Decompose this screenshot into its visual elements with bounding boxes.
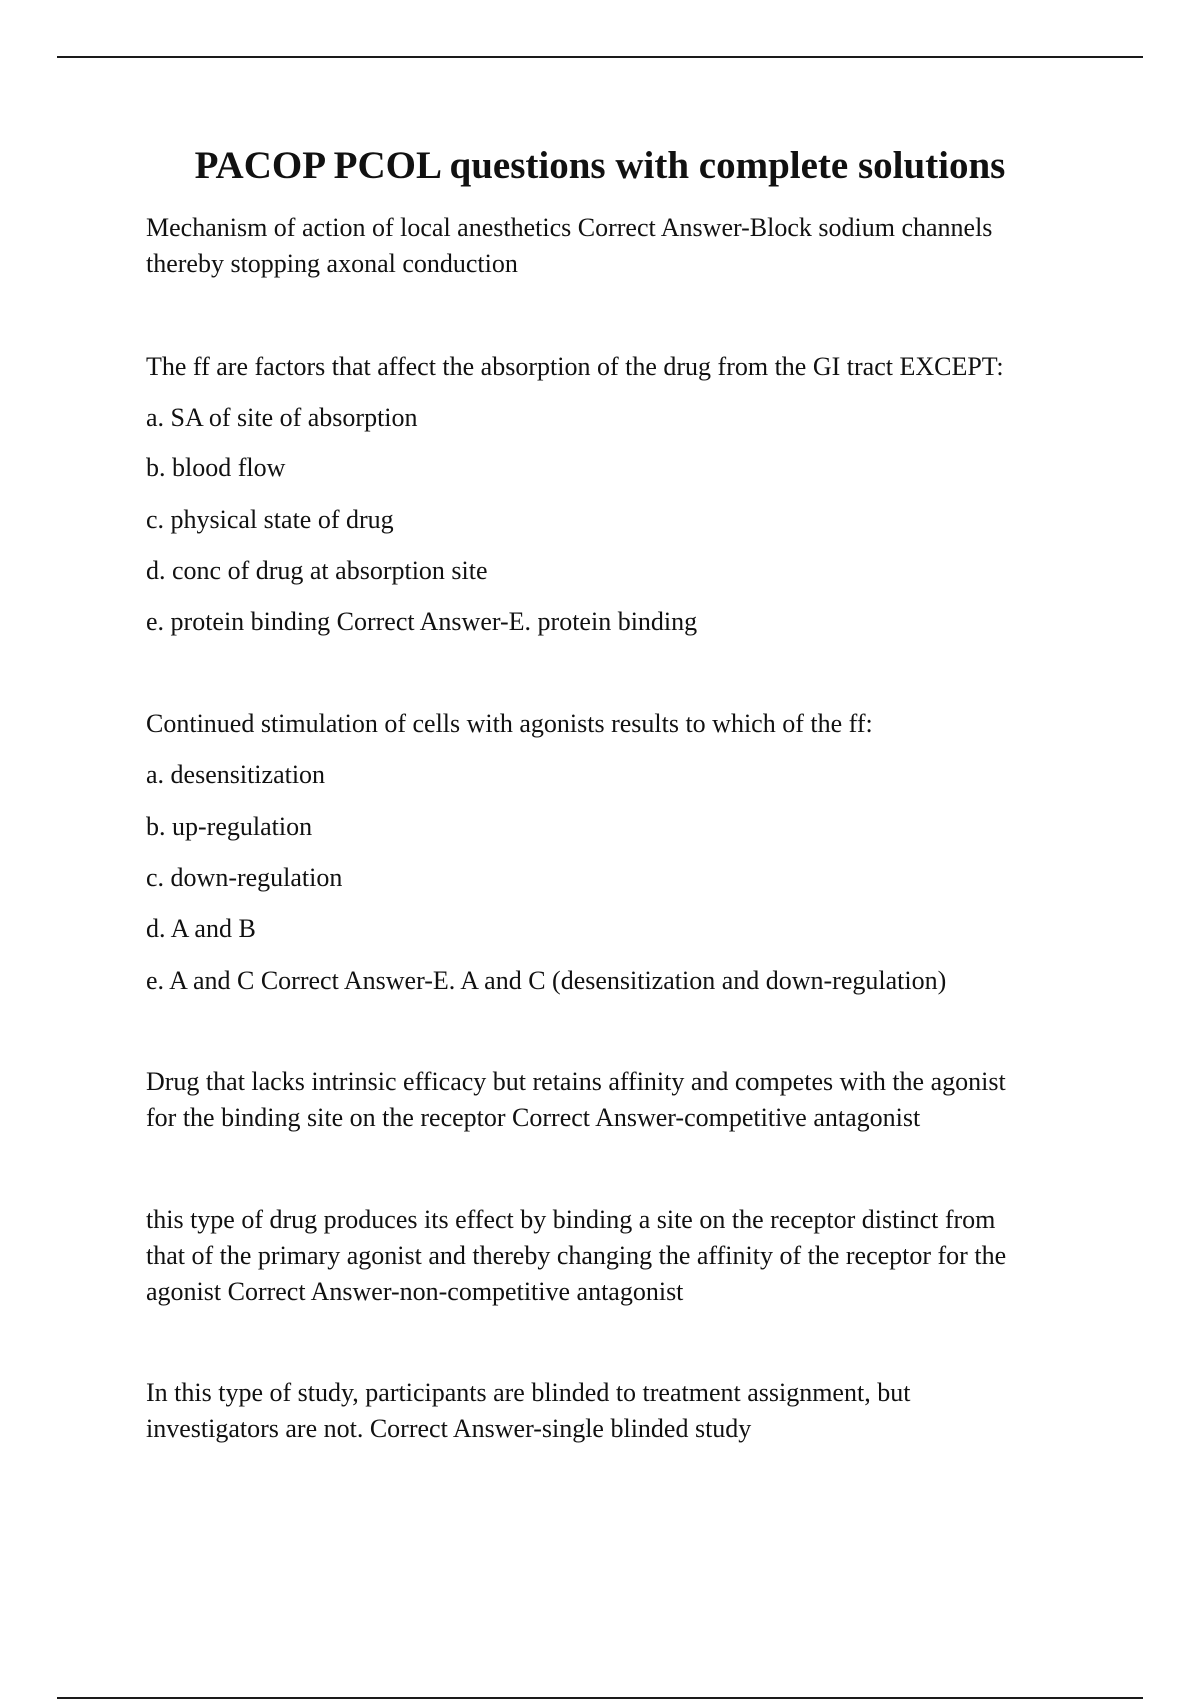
option-2c: c. physical state of drug xyxy=(146,505,394,534)
option-3a: a. desensitization xyxy=(146,760,326,789)
bottom-rule xyxy=(57,1697,1143,1699)
option-2a: a. SA of site of absorption xyxy=(146,403,418,432)
top-rule xyxy=(57,56,1143,58)
qa-line: that of the primary agonist and thereby changing the affinity of the receptor for the xyxy=(146,1241,1007,1270)
qa-line: Mechanism of action of local anesthetics Correct Answer-Block sodium channels xyxy=(146,213,993,242)
qa-item-4 xyxy=(146,1064,1106,1136)
qa-line: investigators are not. Correct Answer-single blinded study xyxy=(146,1414,752,1443)
qa-line: agonist Correct Answer-non-competitive antagonist xyxy=(146,1277,684,1306)
qa-line: this type of drug produces its effect by binding a site on the receptor distinct from xyxy=(146,1205,996,1234)
option-2e: e. protein binding Correct Answer-E. protein binding xyxy=(146,607,698,636)
option-3c: c. down-regulation xyxy=(146,863,343,892)
option-3e: e. A and C Correct Answer-E. A and C (desensitization and down-regulation) xyxy=(146,966,947,995)
option-3b: b. up-regulation xyxy=(146,812,313,841)
qa-item-6 xyxy=(146,1375,1106,1447)
page-title: PACOP PCOL questions with complete solutions xyxy=(194,144,1006,187)
qa-line: for the binding site on the receptor Correct Answer-competitive antagonist xyxy=(146,1103,921,1132)
qa-line: thereby stopping axonal conduction xyxy=(146,249,518,278)
qa-item-1 xyxy=(146,210,1106,282)
qa-item-5 xyxy=(146,1202,1106,1310)
option-2b: b. blood flow xyxy=(146,453,286,482)
question-2: The ff are factors that affect the absorption of the drug from the GI tract EXCEPT: xyxy=(146,352,1004,381)
option-3d: d. A and B xyxy=(146,914,256,943)
qa-line: In this type of study, participants are blinded to treatment assignment, but xyxy=(146,1378,911,1407)
qa-line: Drug that lacks intrinsic efficacy but retains affinity and competes with the agonist xyxy=(146,1067,1006,1096)
option-2d: d. conc of drug at absorption site xyxy=(146,556,488,585)
question-3: Continued stimulation of cells with agonists results to which of the ff: xyxy=(146,709,873,738)
